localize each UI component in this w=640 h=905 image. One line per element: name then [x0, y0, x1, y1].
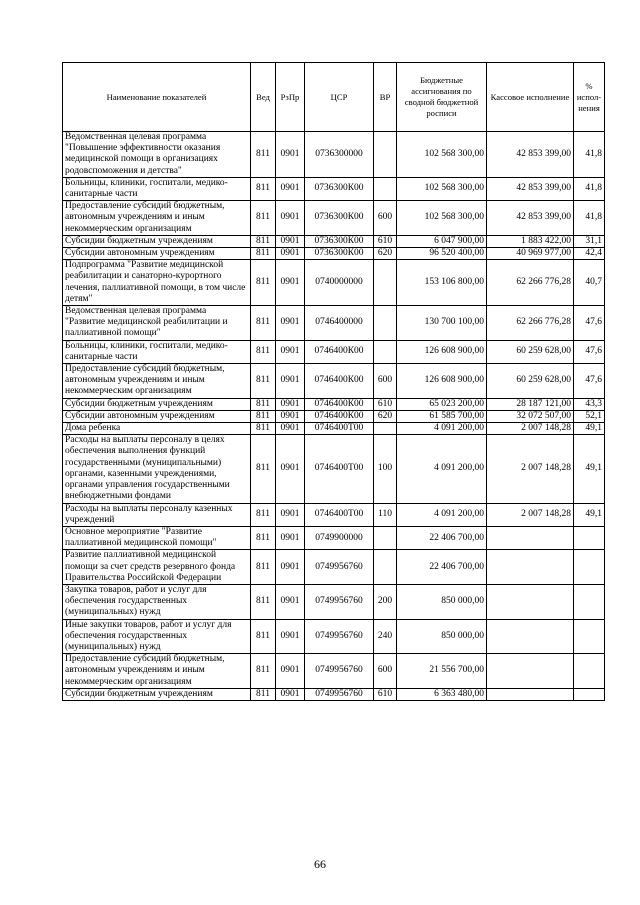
cell-vr: 620: [374, 410, 397, 422]
cell-cash: [487, 688, 574, 700]
cell-rzpr: 0901: [276, 398, 305, 410]
cell-vr: 600: [374, 201, 397, 236]
cell-ved: 811: [251, 235, 276, 247]
cell-cash: 62 266 776,28: [487, 306, 574, 341]
cell-budget: 153 106 800,00: [397, 260, 487, 306]
cell-ved: 811: [251, 526, 276, 549]
cell-vr: 110: [374, 503, 397, 526]
cell-ved: 811: [251, 132, 276, 178]
cell-percent: 40,7: [574, 260, 605, 306]
cell-budget: 850 000,00: [397, 619, 487, 654]
cell-name: Субсидии бюджетным учреждениям: [63, 688, 251, 700]
cell-vr: [374, 423, 397, 435]
table-row: [63, 410, 605, 422]
cell-name: Больницы, клиники, госпитали, медико-санитарные части: [63, 177, 251, 200]
cell-rzpr: 0901: [276, 235, 305, 247]
table-row: [63, 248, 605, 260]
cell-name: Ведомственная целевая программа "Развитие медицинской реабилитации и паллиативной помощи": [63, 306, 251, 341]
cell-rzpr: 0901: [276, 654, 305, 689]
cell-ved: 811: [251, 364, 276, 399]
budget-execution-table: [62, 62, 605, 701]
cell-csr: 0746400Т00: [305, 423, 374, 435]
cell-cash: 28 187 121,00: [487, 398, 574, 410]
cell-vr: [374, 306, 397, 341]
cell-name: Развитие паллиативной медицинской помощи за счет средств резервного фонда Правительства Российской Федерации: [63, 550, 251, 585]
table-row: [63, 260, 605, 306]
cell-cash: 2 007 148,28: [487, 423, 574, 435]
cell-name: Расходы на выплаты персоналу в целях обеспечения выполнения функций государственными (муниципальными) органами, казенными учреждениями, органами управления государственными внебюджетными фондами: [63, 435, 251, 503]
page-number: 66: [314, 857, 326, 871]
cell-ved: 811: [251, 688, 276, 700]
cell-budget: 130 700 100,00: [397, 306, 487, 341]
header-rzpr: РзПр: [276, 63, 305, 132]
header-csr: ЦСР: [305, 63, 374, 132]
table-row: [63, 550, 605, 585]
table-row: [63, 201, 605, 236]
cell-rzpr: 0901: [276, 201, 305, 236]
cell-budget: 22 406 700,00: [397, 526, 487, 549]
cell-ved: 811: [251, 340, 276, 363]
cell-cash: 60 259 628,00: [487, 340, 574, 363]
cell-percent: 49,1: [574, 503, 605, 526]
cell-cash: 40 969 977,00: [487, 248, 574, 260]
cell-rzpr: 0901: [276, 340, 305, 363]
cell-vr: [374, 526, 397, 549]
cell-budget: 4 091 200,00: [397, 435, 487, 503]
cell-budget: 102 568 300,00: [397, 177, 487, 200]
cell-rzpr: 0901: [276, 584, 305, 619]
cell-percent: 43,3: [574, 398, 605, 410]
cell-csr: 0749900000: [305, 526, 374, 549]
cell-budget: 61 585 700,00: [397, 410, 487, 422]
cell-percent: 47,6: [574, 306, 605, 341]
table-row: [63, 177, 605, 200]
cell-percent: 47,6: [574, 364, 605, 399]
cell-name: Субсидии автономным учреждениям: [63, 248, 251, 260]
cell-rzpr: 0901: [276, 688, 305, 700]
cell-percent: [574, 654, 605, 689]
cell-cash: [487, 654, 574, 689]
cell-name: Основное мероприятие "Развитие паллиативной медицинской помощи": [63, 526, 251, 549]
cell-csr: 0746400К00: [305, 340, 374, 363]
table-row: [63, 503, 605, 526]
cell-ved: 811: [251, 410, 276, 422]
cell-vr: 610: [374, 398, 397, 410]
cell-percent: [574, 688, 605, 700]
table-row: [63, 688, 605, 700]
cell-csr: 0749956760: [305, 619, 374, 654]
cell-name: Закупка товаров, работ и услуг для обеспечения государственных (муниципальных) нужд: [63, 584, 251, 619]
cell-vr: 600: [374, 364, 397, 399]
cell-name: Предоставление субсидий бюджетным, автономным учреждениям и иным некоммерческим организациям: [63, 364, 251, 399]
cell-cash: [487, 526, 574, 549]
cell-ved: 811: [251, 177, 276, 200]
cell-csr: 0746400Т00: [305, 503, 374, 526]
cell-csr: 0736300К00: [305, 201, 374, 236]
cell-name: Субсидии бюджетным учреждениям: [63, 398, 251, 410]
cell-vr: [374, 132, 397, 178]
cell-percent: 42,4: [574, 248, 605, 260]
cell-budget: 850 000,00: [397, 584, 487, 619]
cell-rzpr: 0901: [276, 306, 305, 341]
cell-percent: [574, 584, 605, 619]
header-percent: % испол-нения: [574, 63, 605, 132]
cell-vr: 600: [374, 654, 397, 689]
header-name: Наименование показателей: [63, 63, 251, 132]
cell-rzpr: 0901: [276, 410, 305, 422]
table-row: [63, 654, 605, 689]
header-cash: Кассовое исполнение: [487, 63, 574, 132]
cell-rzpr: 0901: [276, 248, 305, 260]
cell-csr: 0749956760: [305, 688, 374, 700]
cell-rzpr: 0901: [276, 177, 305, 200]
table-row: [63, 584, 605, 619]
cell-rzpr: 0901: [276, 364, 305, 399]
cell-percent: 49,1: [574, 435, 605, 503]
cell-name: Субсидии бюджетным учреждениям: [63, 235, 251, 247]
cell-name: Иные закупки товаров, работ и услуг для обеспечения государственных (муниципальных) нужд: [63, 619, 251, 654]
cell-budget: 21 556 700,00: [397, 654, 487, 689]
cell-name: Больницы, клиники, госпитали, медико-санитарные части: [63, 340, 251, 363]
table-row: [63, 364, 605, 399]
cell-percent: [574, 550, 605, 585]
table-row: [63, 398, 605, 410]
cell-csr: 0736300К00: [305, 235, 374, 247]
cell-name: Предоставление субсидий бюджетным, автономным учреждениям и иным некоммерческим организациям: [63, 201, 251, 236]
cell-percent: 41,8: [574, 177, 605, 200]
cell-rzpr: 0901: [276, 550, 305, 585]
table-row: [63, 306, 605, 341]
cell-rzpr: 0901: [276, 503, 305, 526]
cell-percent: [574, 526, 605, 549]
cell-percent: [574, 619, 605, 654]
table-row: [63, 526, 605, 549]
cell-vr: 620: [374, 248, 397, 260]
cell-budget: 4 091 200,00: [397, 503, 487, 526]
cell-csr: 0749956760: [305, 550, 374, 585]
table-row: [63, 132, 605, 178]
cell-ved: 811: [251, 398, 276, 410]
table-row: [63, 619, 605, 654]
cell-csr: 0736300К00: [305, 177, 374, 200]
cell-percent: 41,8: [574, 201, 605, 236]
cell-cash: [487, 619, 574, 654]
cell-vr: [374, 177, 397, 200]
cell-name: Дома ребенка: [63, 423, 251, 435]
cell-rzpr: 0901: [276, 423, 305, 435]
cell-name: Расходы на выплаты персоналу казенных учреждений: [63, 503, 251, 526]
cell-vr: 200: [374, 584, 397, 619]
table-header-row: [63, 63, 605, 132]
cell-csr: 0746400Т00: [305, 435, 374, 503]
cell-rzpr: 0901: [276, 132, 305, 178]
cell-cash: 42 853 399,00: [487, 201, 574, 236]
cell-cash: 1 883 422,00: [487, 235, 574, 247]
header-ved: Вед: [251, 63, 276, 132]
cell-vr: 240: [374, 619, 397, 654]
header-budget: Бюджетные ассигнования по сводной бюджетной росписи: [397, 63, 487, 132]
cell-cash: 60 259 628,00: [487, 364, 574, 399]
cell-csr: 0736300000: [305, 132, 374, 178]
cell-csr: 0749956760: [305, 654, 374, 689]
cell-rzpr: 0901: [276, 260, 305, 306]
cell-budget: 126 608 900,00: [397, 340, 487, 363]
cell-ved: 811: [251, 584, 276, 619]
cell-csr: 0746400К00: [305, 364, 374, 399]
cell-cash: 2 007 148,28: [487, 435, 574, 503]
cell-percent: 52,1: [574, 410, 605, 422]
cell-cash: [487, 584, 574, 619]
table-row: [63, 423, 605, 435]
cell-budget: 65 023 200,00: [397, 398, 487, 410]
cell-cash: 2 007 148,28: [487, 503, 574, 526]
cell-cash: 62 266 776,28: [487, 260, 574, 306]
cell-ved: 811: [251, 619, 276, 654]
cell-vr: [374, 260, 397, 306]
cell-cash: 32 072 507,00: [487, 410, 574, 422]
cell-budget: 22 406 700,00: [397, 550, 487, 585]
cell-vr: 610: [374, 235, 397, 247]
cell-budget: 6 363 480,00: [397, 688, 487, 700]
cell-budget: 6 047 900,00: [397, 235, 487, 247]
cell-name: Субсидии автономным учреждениям: [63, 410, 251, 422]
cell-csr: 0746400К00: [305, 398, 374, 410]
cell-percent: 49,1: [574, 423, 605, 435]
cell-percent: 31,1: [574, 235, 605, 247]
cell-ved: 811: [251, 423, 276, 435]
cell-csr: 0746400000: [305, 306, 374, 341]
cell-budget: 4 091 200,00: [397, 423, 487, 435]
cell-ved: 811: [251, 654, 276, 689]
cell-rzpr: 0901: [276, 526, 305, 549]
cell-rzpr: 0901: [276, 619, 305, 654]
cell-vr: [374, 550, 397, 585]
cell-ved: 811: [251, 550, 276, 585]
cell-ved: 811: [251, 260, 276, 306]
cell-csr: 0749956760: [305, 584, 374, 619]
cell-csr: 0736300К00: [305, 248, 374, 260]
cell-budget: 96 520 400,00: [397, 248, 487, 260]
cell-vr: 610: [374, 688, 397, 700]
cell-name: Подпрограмма "Развитие медицинской реабилитации и санаторно-курортного лечения, паллиативной помощи, в том числе детям": [63, 260, 251, 306]
header-vr: ВР: [374, 63, 397, 132]
cell-csr: 0746400К00: [305, 410, 374, 422]
cell-name: Предоставление субсидий бюджетным, автономным учреждениям и иным некоммерческим организациям: [63, 654, 251, 689]
cell-csr: 0740000000: [305, 260, 374, 306]
cell-rzpr: 0901: [276, 435, 305, 503]
table-row: [63, 235, 605, 247]
cell-percent: 47,6: [574, 340, 605, 363]
cell-cash: 42 853 399,00: [487, 177, 574, 200]
cell-budget: 126 608 900,00: [397, 364, 487, 399]
cell-ved: 811: [251, 435, 276, 503]
table-row: [63, 340, 605, 363]
cell-cash: 42 853 399,00: [487, 132, 574, 178]
cell-vr: [374, 340, 397, 363]
cell-ved: 811: [251, 201, 276, 236]
cell-cash: [487, 550, 574, 585]
cell-ved: 811: [251, 306, 276, 341]
cell-ved: 811: [251, 248, 276, 260]
cell-percent: 41,8: [574, 132, 605, 178]
cell-budget: 102 568 300,00: [397, 132, 487, 178]
table-row: [63, 435, 605, 503]
cell-name: Ведомственная целевая программа "Повышение эффективности оказания медицинской помощи в организациях родовспоможения и детства": [63, 132, 251, 178]
cell-vr: 100: [374, 435, 397, 503]
cell-budget: 102 568 300,00: [397, 201, 487, 236]
cell-ved: 811: [251, 503, 276, 526]
